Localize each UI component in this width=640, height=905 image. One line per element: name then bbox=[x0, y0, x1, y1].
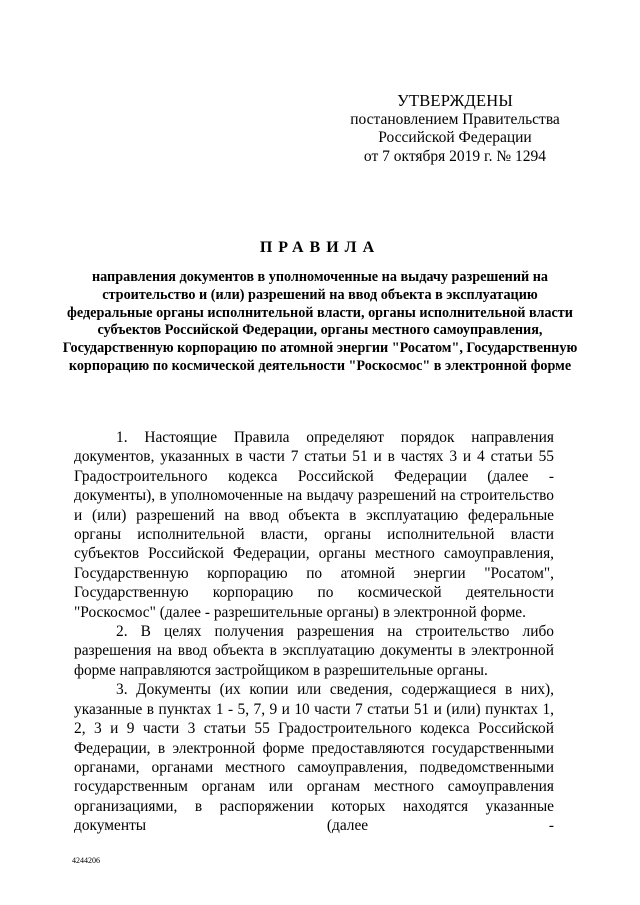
approval-line-3: от 7 октября 2019 г. № 1294 bbox=[363, 147, 547, 165]
approval-heading: УТВЕРЖДЕНЫ bbox=[397, 91, 513, 110]
title-heading: ПРАВИЛА bbox=[259, 239, 381, 256]
approval-line-1: постановлением Правительства bbox=[350, 110, 560, 128]
document-title bbox=[60, 238, 580, 376]
title-subtitle: направления документов в уполномоченные на выдачу разрешений на строительство и (или) разрешений на ввод объекта в эксплуатацию федеральные органы исполнительной власти, органы исполнительной власти субъектов Российской Федерации, органы местного самоуправления, Государственную корпорацию по атомной энергии "Росатом", Государственную корпорацию по космической деятельности "Роскосмос" в электронной форме bbox=[62, 269, 578, 374]
approval-line-2: Российской Федерации bbox=[378, 129, 532, 146]
document-body bbox=[74, 428, 554, 836]
paragraph-3: 3. Документы (их копии или сведения, содержащиеся в них), указанные в пунктах 1 - 5, 7, 9 и 10 части 7 статьи 51 и (или) пунктах 1, 2, 3 и 9 части 3 статьи 55 Градостроительного кодекса Российской Федерации, в электронной форме предоставляются государственными органами, органами местного самоуправления, подведомственными государственным органам или органам местного самоуправления организациями, в распоряжении которых находятся указанные документы (далее - bbox=[74, 681, 554, 835]
document-code: 4244206 bbox=[72, 856, 100, 865]
approval-stamp bbox=[345, 92, 565, 166]
paragraph-1: 1. Настоящие Правила определяют порядок направления документов, указанных в части 7 статьи 51 и в частях 3 и 4 статьи 55 Градостроительного кодекса Российской Федерации (далее - документы), в уполномоченные на выдачу разрешений на строительство и (или) разрешений на ввод объекта в эксплуатацию федеральные органы исполнительной власти, органы исполнительной власти субъектов Российской Федерации, органы местного самоуправления, Государственную корпорацию по атомной энергии "Росатом", Государственную корпорацию по космической деятельности "Роскосмос" (далее - разрешительные органы) в электронной форме. bbox=[74, 429, 554, 621]
paragraph-2: 2. В целях получения разрешения на строительство либо разрешения на ввод объекта в эксплуатацию документы в электронной форме направляются застройщиком в разрешительные органы. bbox=[74, 623, 554, 679]
